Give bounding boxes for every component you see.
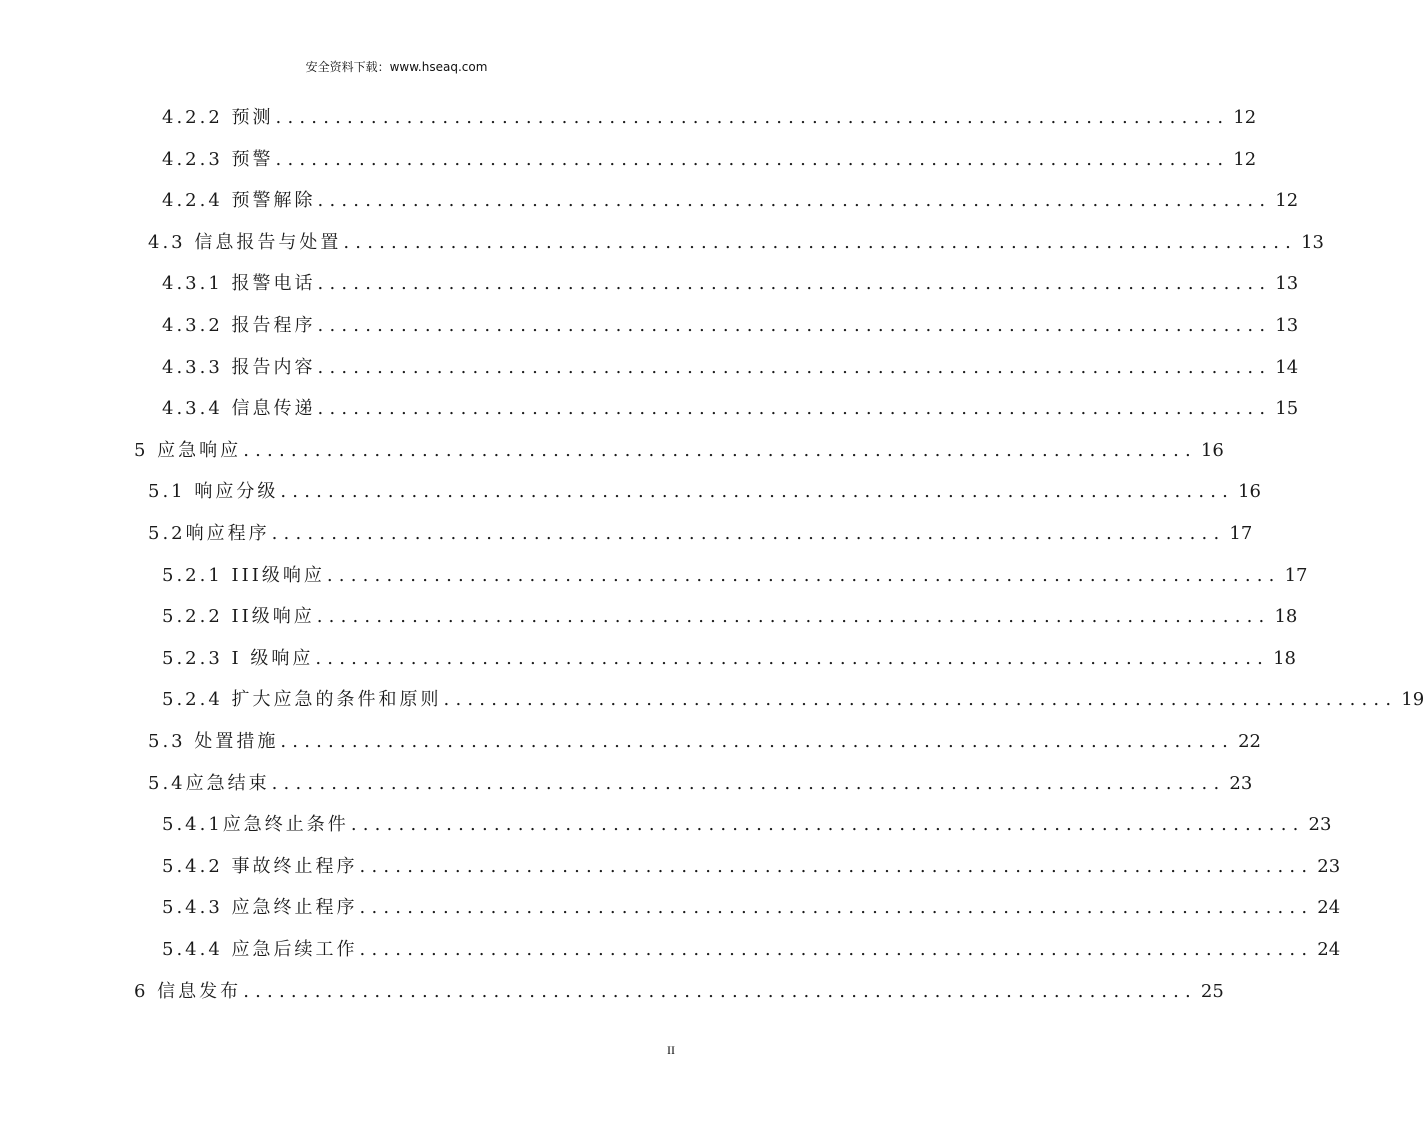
toc-entry-title: 6 信息发布 (134, 980, 242, 1002)
toc-entry-page: 13 (1301, 231, 1324, 253)
toc-dot-leader: ................................................................................ (359, 897, 1314, 919)
toc-dot-leader: ................................................................................ (316, 606, 1271, 628)
toc-entry[interactable] (0, 347, 1299, 389)
toc-entry-page: 13 (1275, 273, 1299, 295)
toc-entry-title: 5.4.1应急终止条件 (162, 814, 349, 836)
toc-dot-leader: ................................................................................ (280, 481, 1235, 503)
toc-dot-leader: ................................................................................ (275, 107, 1230, 128)
toc-entry[interactable] (0, 763, 1253, 805)
toc-entry-title: 4.2.2 预测 (162, 107, 274, 128)
toc-entry[interactable] (0, 679, 1424, 721)
page-header: 安全资料下载：www.hseaq.com (305, 60, 488, 74)
toc-entry[interactable] (0, 180, 1299, 222)
toc-entry-title: 5.4应急结束 (148, 772, 270, 794)
toc-entry-title: 4.2.3 预警 (162, 148, 274, 170)
toc-entry-title: 5.3 处置措施 (148, 731, 279, 752)
toc-entry-page: 23 (1317, 855, 1341, 877)
toc-entry-page: 18 (1274, 606, 1298, 628)
toc-entry-page: 24 (1317, 897, 1341, 919)
toc-dot-leader: ................................................................................ (317, 398, 1272, 420)
toc-dot-leader: ................................................................................ (317, 190, 1272, 212)
toc-entry-page: 24 (1317, 939, 1341, 960)
toc-entry-page: 15 (1275, 398, 1299, 420)
toc-entry-title: 4.3.1 报警电话 (162, 273, 316, 295)
toc-dot-leader: ................................................................................ (443, 689, 1398, 711)
toc-dot-leader: ................................................................................ (326, 564, 1281, 586)
toc-entry-title: 5.2.3 I 级响应 (162, 647, 314, 669)
toc-dot-leader: ................................................................................ (315, 647, 1270, 669)
toc-entry-title: 5.4.3 应急终止程序 (162, 897, 358, 919)
toc-entry[interactable] (0, 305, 1299, 347)
toc-dot-leader: ................................................................................ (317, 315, 1272, 336)
toc-entry-page: 16 (1238, 481, 1261, 503)
toc-entry[interactable] (0, 929, 1341, 971)
toc-entry-page: 17 (1229, 523, 1253, 544)
toc-entry[interactable] (0, 263, 1299, 305)
toc-entry-page: 17 (1284, 564, 1308, 586)
toc-entry-page: 13 (1275, 315, 1299, 336)
toc-dot-leader: ................................................................................ (350, 814, 1305, 836)
toc-entry-page: 14 (1275, 356, 1299, 378)
toc-entry-page: 22 (1238, 731, 1261, 752)
toc-entry-page: 12 (1233, 148, 1257, 170)
toc-dot-leader: ................................................................................ (271, 523, 1226, 544)
toc-entry-title: 5 应急响应 (134, 439, 242, 461)
toc-entry-page: 25 (1200, 980, 1224, 1002)
toc-entry-page: 18 (1273, 647, 1296, 669)
toc-entry[interactable] (0, 430, 1224, 472)
toc-entry-title: 5.1 响应分级 (148, 481, 279, 503)
toc-dot-leader: ................................................................................ (317, 273, 1272, 295)
toc-entry[interactable] (0, 638, 1296, 680)
toc-entry-title: 4.2.4 预警解除 (162, 190, 316, 212)
toc-dot-leader: ................................................................................ (317, 356, 1272, 378)
toc-dot-leader: ................................................................................ (359, 855, 1314, 877)
toc-entry-title: 4.3.2 报告程序 (162, 315, 316, 336)
toc-dot-leader: ................................................................................ (271, 772, 1226, 794)
toc-entry-page: 23 (1229, 772, 1253, 794)
toc-dot-leader: ................................................................................ (280, 731, 1235, 752)
toc-entry-title: 4.3.3 报告内容 (162, 356, 316, 378)
toc-entry[interactable] (0, 846, 1341, 888)
toc-entry-page: 12 (1275, 190, 1299, 212)
toc-entry[interactable] (0, 513, 1253, 555)
toc-entry-page: 16 (1200, 439, 1224, 461)
toc-dot-leader: ................................................................................ (275, 148, 1230, 170)
toc-entry-title: 5.2.2 II级响应 (162, 606, 315, 628)
toc-entry-title: 5.4.2 事故终止程序 (162, 855, 358, 877)
toc-entry[interactable] (0, 471, 1261, 513)
toc-dot-leader: ................................................................................ (243, 980, 1197, 1002)
toc-entry[interactable] (0, 222, 1324, 264)
toc-entry-title: 5.2响应程序 (148, 523, 270, 544)
toc-entry[interactable] (0, 804, 1332, 846)
toc-entry-title: 5.2.1 III级响应 (162, 564, 325, 586)
toc-entry-title: 5.2.4 扩大应急的条件和原则 (162, 689, 442, 711)
toc-entry[interactable] (0, 721, 1261, 763)
toc-entry[interactable] (0, 555, 1308, 597)
toc-entry[interactable] (0, 596, 1298, 638)
toc-entry-page: 19 (1401, 689, 1424, 711)
toc-dot-leader: ................................................................................ (359, 939, 1314, 960)
toc-entry[interactable] (0, 388, 1299, 430)
toc-dot-leader: ................................................................................ (343, 231, 1298, 253)
toc-entry[interactable] (0, 97, 1257, 139)
toc-dot-leader: ................................................................................ (243, 439, 1197, 461)
toc-entry[interactable] (0, 971, 1224, 1013)
toc-entry-title: 4.3 信息报告与处置 (148, 231, 342, 253)
toc-entry[interactable] (0, 139, 1257, 181)
toc-entry-title: 5.4.4 应急后续工作 (162, 939, 358, 960)
toc-entry-page: 23 (1308, 814, 1332, 836)
toc-entry-page: 12 (1233, 107, 1257, 128)
toc-entry[interactable] (0, 887, 1341, 929)
page-number: II (667, 1043, 675, 1057)
toc-entry-title: 4.3.4 信息传递 (162, 398, 316, 420)
